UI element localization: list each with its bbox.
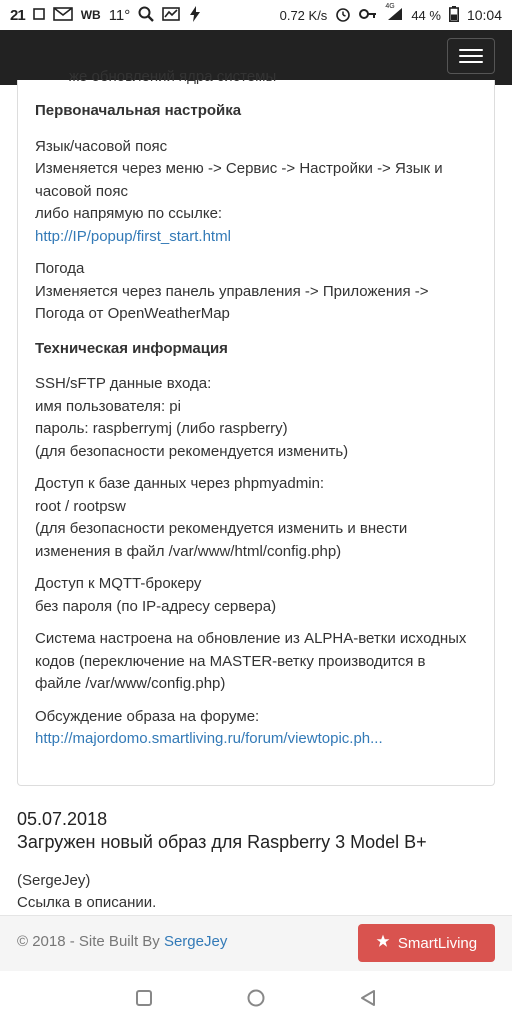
smartliving-button[interactable]	[358, 924, 495, 962]
alarm-icon	[335, 6, 351, 25]
cut-off-text: же обновлений ядра системы	[69, 68, 277, 85]
network-speed: 0.72 K/s	[279, 7, 328, 23]
signal-icon	[385, 2, 403, 24]
forum-link[interactable]: http://majordomo.smartliving.ru/forum/viewtopic.ph...	[35, 730, 383, 747]
text-line: Система настроена на обновление из ALPHA-ветки исходных кодов (переключение на MASTER-ветку производится в файле /var/www/config.php)	[35, 630, 467, 692]
notification-square-icon	[33, 8, 45, 23]
ssh-para	[35, 373, 475, 463]
recents-button[interactable]	[133, 987, 155, 1009]
temperature: 11°	[108, 6, 131, 24]
news-date: 05.07.2018	[17, 809, 108, 829]
text-line: Язык/часовой пояс	[35, 137, 168, 155]
news-title: Загружен новый образ для Raspberry 3 Model B+	[17, 832, 427, 852]
text-line: Изменяется через меню -> Сервис -> Настройки -> Язык и часовой пояс	[35, 160, 443, 200]
hamburger-icon-bar	[459, 61, 483, 63]
text-line: Изменяется через панель управления -> Приложения -> Погода от OpenWeatherMap	[35, 282, 429, 322]
section-heading-tech: Техническая информация	[35, 339, 228, 357]
news-item	[17, 808, 495, 914]
triangle-back-icon	[359, 989, 377, 1007]
text-line: Доступ к MQTT-брокеру	[35, 575, 202, 592]
battery-percent: 44 %	[411, 7, 441, 23]
back-button[interactable]	[357, 987, 379, 1009]
hamburger-icon-bar	[459, 55, 483, 57]
signal-label: 4G	[385, 2, 395, 10]
text-line: либо напрямую по ссылке:	[35, 205, 223, 222]
status-left-number: 21	[10, 6, 25, 24]
text-line: root / rootpsw	[35, 497, 126, 515]
text-line: Погода	[35, 260, 85, 277]
phpmyadmin-para	[35, 473, 475, 563]
first-start-link[interactable]: http://IP/popup/first_start.html	[35, 227, 231, 245]
text-line: SSH/sFTP данные входа:	[35, 375, 212, 392]
square-recents-icon	[135, 989, 153, 1007]
status-bar	[0, 0, 512, 30]
mqtt-para	[35, 573, 475, 618]
news-description: Ссылка в описании.	[17, 894, 157, 911]
copyright-text	[17, 933, 227, 950]
clock: 10:04	[466, 7, 502, 23]
text-line: пароль: raspberrymj (либо raspberry)	[35, 420, 288, 437]
text-line: (для безопасности рекомендуется изменить)	[35, 442, 349, 460]
page-footer	[0, 915, 512, 972]
info-panel-body	[35, 68, 475, 761]
hamburger-menu-button[interactable]	[447, 38, 495, 74]
activity-icon	[162, 7, 180, 24]
search-icon	[138, 6, 154, 25]
smartliving-label: SmartLiving	[397, 934, 478, 952]
setup-language-para	[35, 136, 475, 249]
wb-label: WB	[80, 8, 101, 22]
cut-off-line	[35, 68, 475, 88]
author-link[interactable]: SergeJey	[163, 933, 228, 950]
forum-para	[35, 706, 475, 751]
mail-icon	[53, 7, 73, 24]
info-panel	[17, 68, 495, 786]
flash-icon	[188, 6, 202, 25]
text-line: без пароля (по IP-адресу сервера)	[35, 597, 277, 615]
text-line: имя пользователя: pi	[35, 397, 181, 415]
news-author: (SergeJey)	[17, 872, 91, 889]
battery-icon	[449, 6, 459, 25]
section-heading-setup: Первоначальная настройка	[35, 102, 242, 119]
branch-para	[35, 628, 475, 696]
circle-home-icon	[246, 988, 266, 1008]
text-line: Доступ к базе данных через phpmyadmin:	[35, 475, 325, 492]
text-line: Обсуждение образа на форуме:	[35, 707, 260, 725]
hamburger-icon	[459, 49, 483, 51]
system-nav-bar	[0, 971, 512, 1024]
setup-weather-para	[35, 258, 475, 326]
text-line: (для безопасности рекомендуется изменить и внести изменения в файл /var/www/html/config.php)	[35, 520, 408, 560]
copyright-label: © 2018 - Site Built By	[17, 933, 164, 950]
home-button[interactable]	[245, 987, 267, 1009]
star-icon	[376, 934, 390, 952]
key-icon	[359, 8, 377, 23]
